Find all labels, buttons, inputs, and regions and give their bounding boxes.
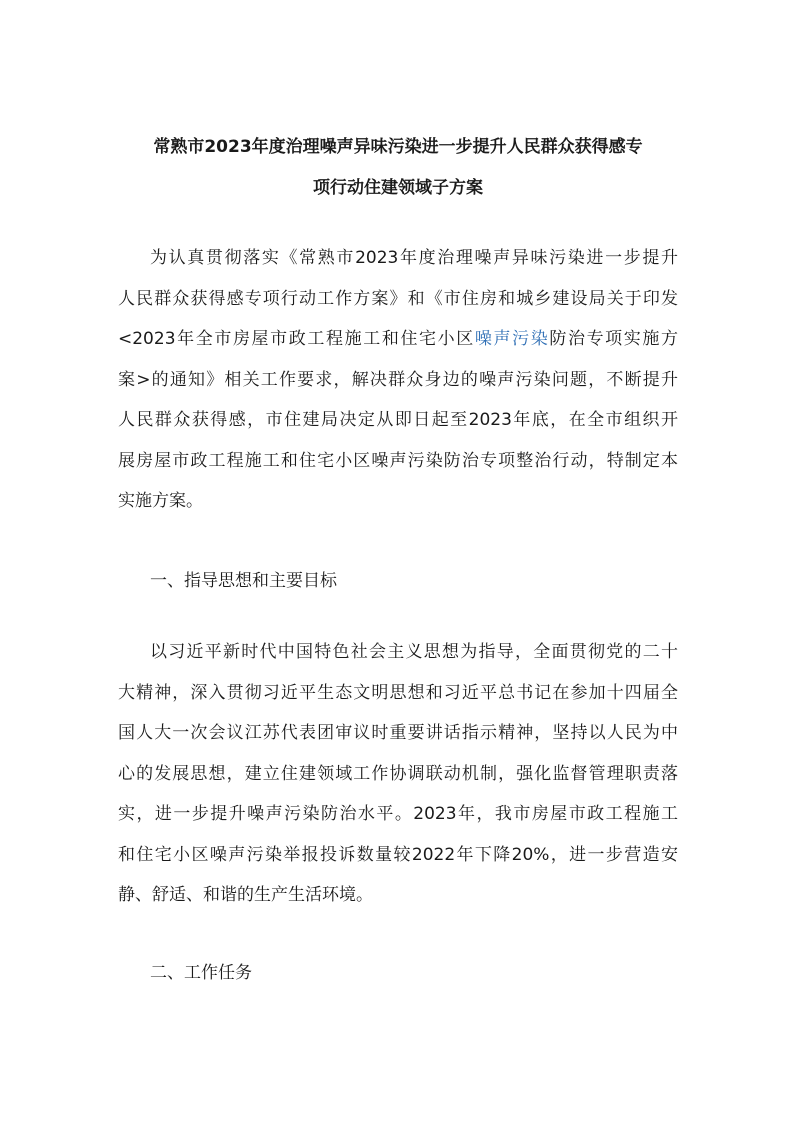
intro-line-3-after: 防治专项实施方 bbox=[549, 329, 678, 349]
intro-line-6: 展房屋市政工程施工和住宅小区噪声污染防治专项整治行动，特制定本 bbox=[118, 450, 678, 471]
section-1-line-4: 心的发展思想，建立住建领域工作协调联动机制，强化监督管理职责落 bbox=[118, 763, 678, 784]
intro-line-5: 人民群众获得感，市住建局决定从即日起至2023年底，在全市组织开 bbox=[118, 410, 678, 430]
intro-paragraph bbox=[118, 238, 678, 522]
intro-line-1: 为认真贯彻落实《常熟市2023年度治理噪声异味污染进一步提升 bbox=[150, 248, 678, 268]
section-1-line-6: 和住宅小区噪声污染举报投诉数量较2022年下降20%，进一步营造安 bbox=[118, 844, 678, 865]
intro-line-3-before: <2023年全市房屋市政工程施工和住宅小区 bbox=[118, 329, 475, 349]
intro-line-3 bbox=[118, 319, 678, 360]
section-1-heading: 一、指导思想和主要目标 bbox=[150, 571, 337, 591]
intro-line-2: 人民群众获得感专项行动工作方案》和《市住房和城乡建设局关于印发 bbox=[118, 288, 678, 309]
section-1-line-7: 静、舒适、和谐的生产生活环境。 bbox=[118, 885, 373, 905]
section-1-paragraph bbox=[118, 632, 678, 916]
noise-pollution-link[interactable]: 噪声污染 bbox=[474, 329, 550, 349]
document-title-line-1: 常熟市2023年度治理噪声异味污染进一步提升人民群众获得感专 bbox=[153, 137, 643, 157]
section-1-line-5: 实，进一步提升噪声污染防治水平。2023年，我市房屋市政工程施工 bbox=[118, 804, 678, 824]
document-title-line-2: 项行动住建领域子方案 bbox=[313, 178, 483, 198]
section-1-line-1: 以习近平新时代中国特色社会主义思想为指导，全面贯彻党的二十 bbox=[150, 642, 678, 662]
section-1-line-2: 大精神，深入贯彻习近平生态文明思想和习近平总书记在参加十四届全 bbox=[118, 682, 678, 703]
intro-line-4: 案>的通知》相关工作要求，解决群众身边的噪声污染问题，不断提升 bbox=[118, 369, 678, 390]
section-1-line-3: 国人大一次会议江苏代表团审议时重要讲话指示精神，坚持以人民为中 bbox=[118, 723, 678, 743]
intro-line-7: 实施方案。 bbox=[118, 491, 203, 511]
section-2-heading: 二、工作任务 bbox=[150, 963, 252, 983]
